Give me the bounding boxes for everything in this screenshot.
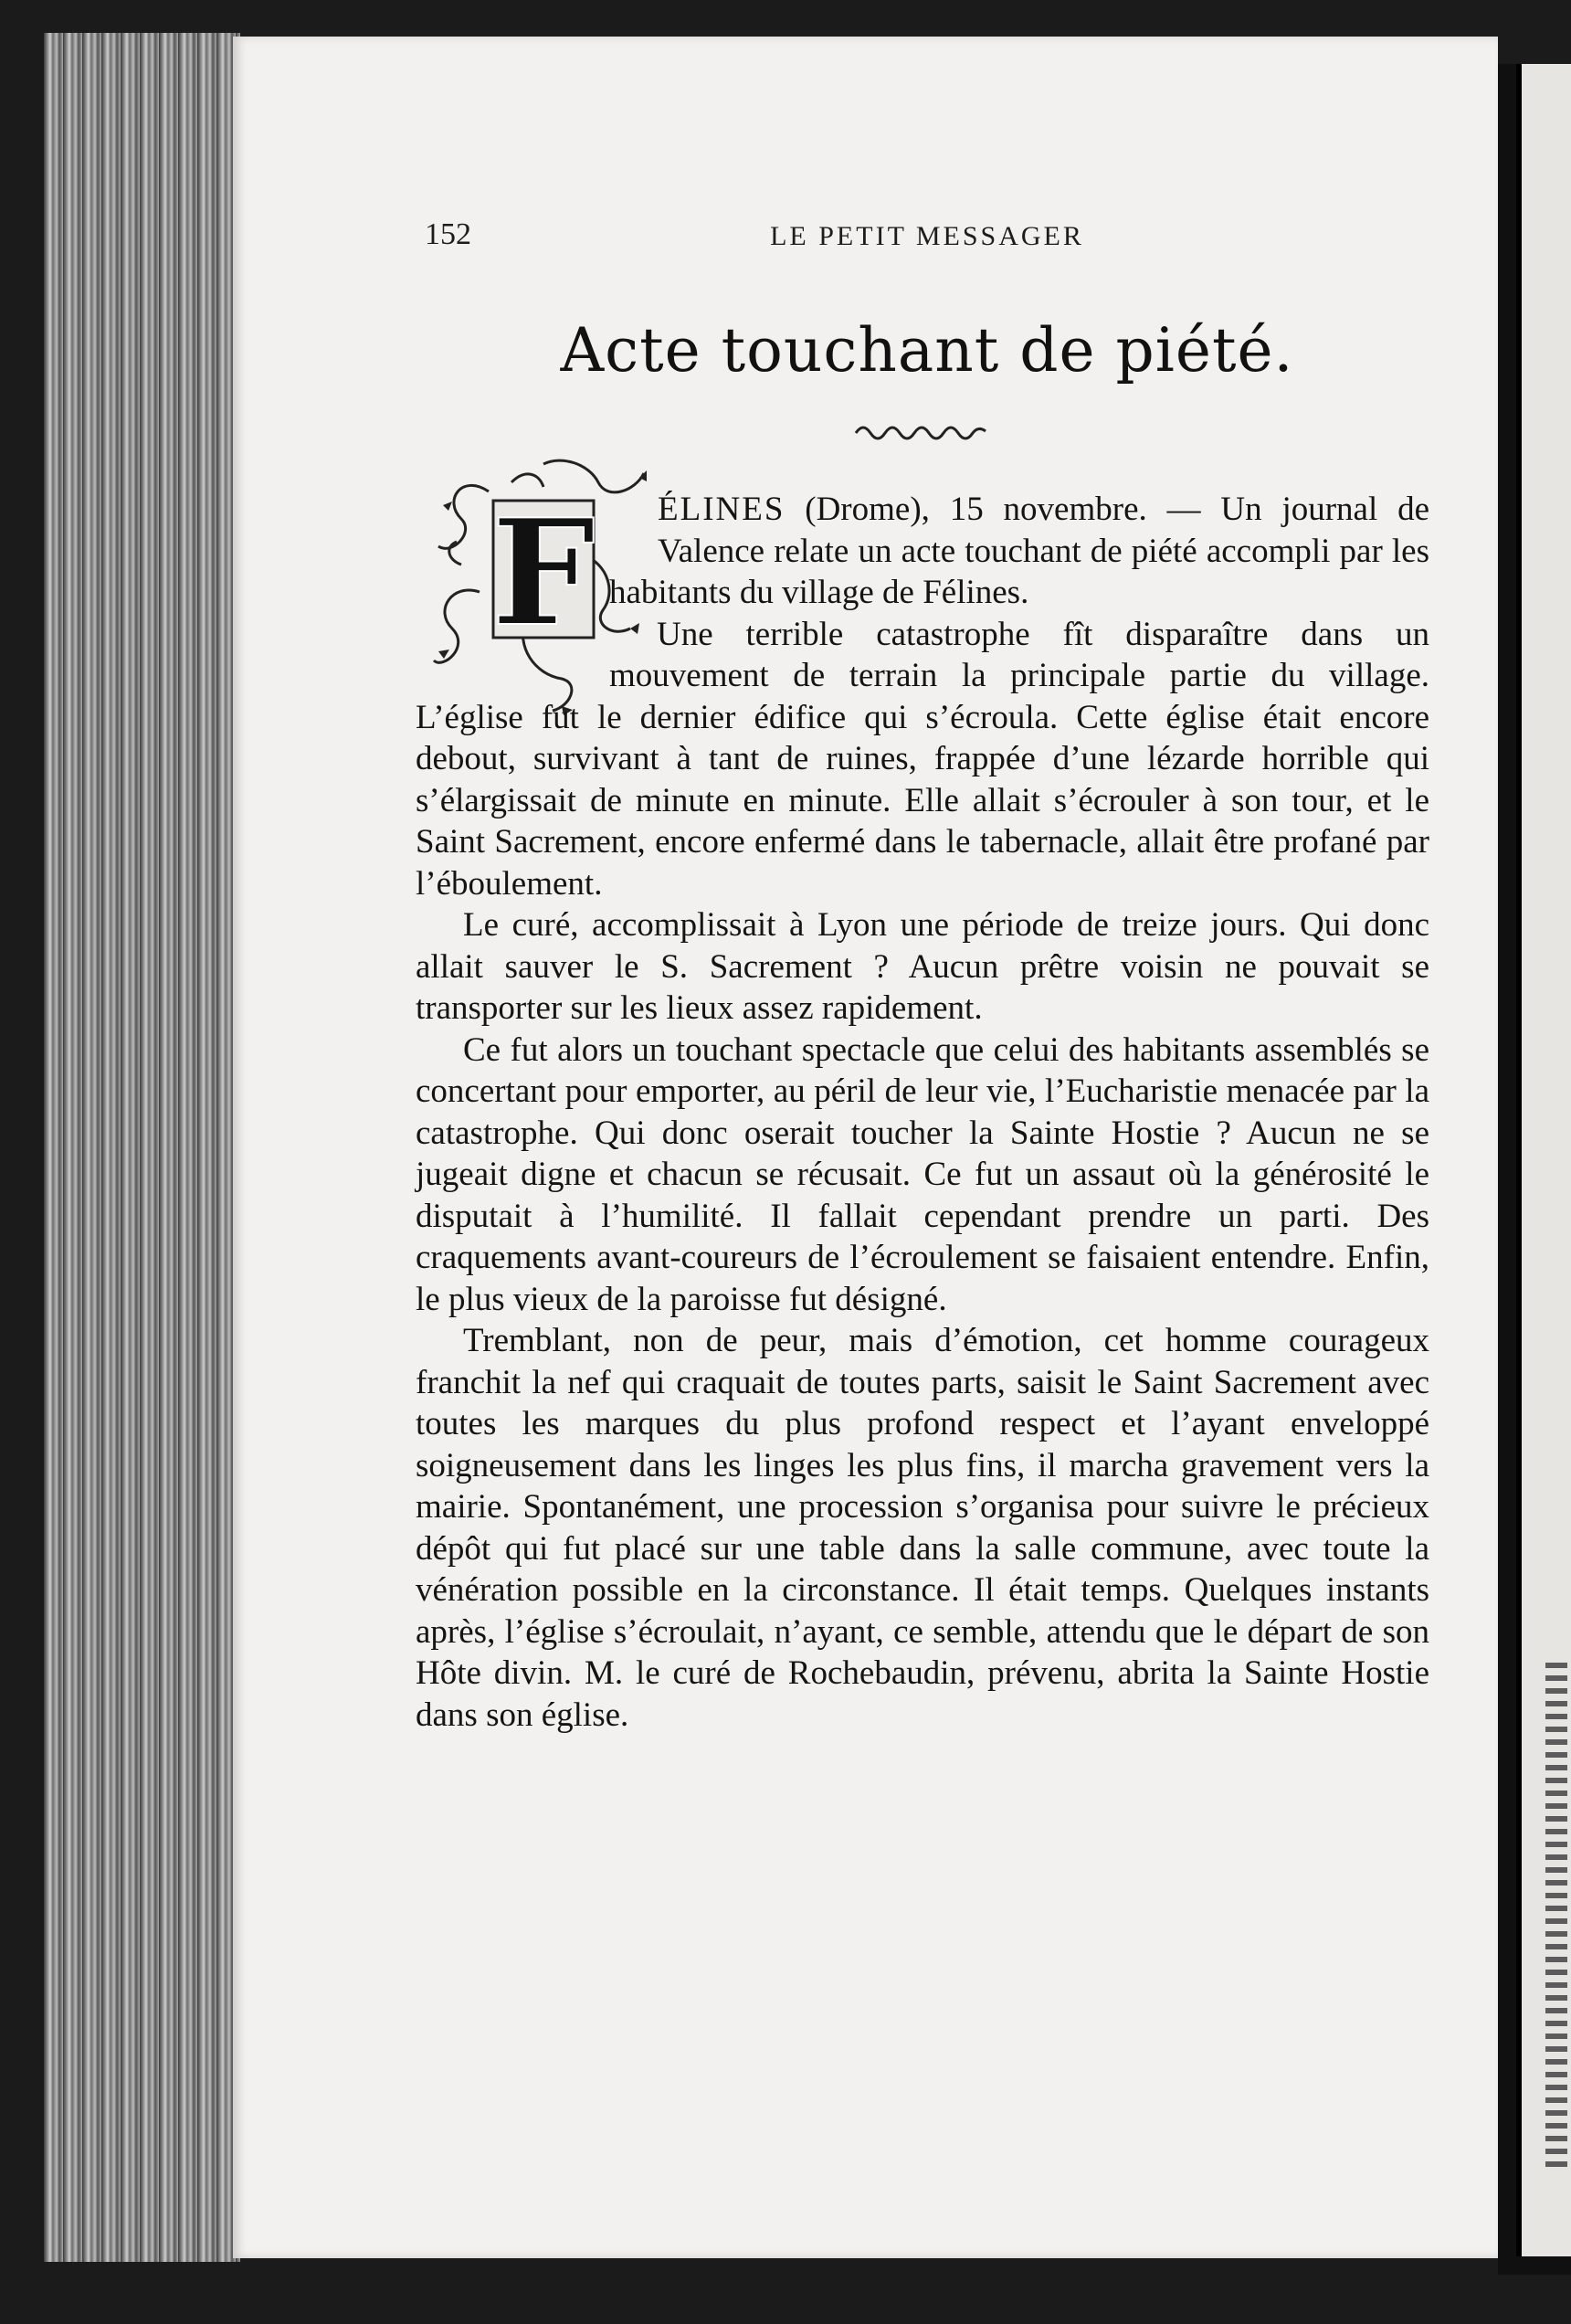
paragraph-1-text: (Drome), 15 novembre. — Un journal de Valence relate un acte touchant de piété accompli par les habitants du village de Félines. — [609, 491, 1429, 611]
paragraph-5: Tremblant, non de peur, mais d’émotion, cet homme courageux franchit la nef qui craquait de toutes parts, saisit le Saint Sacrement avec toutes les marques du plus profond respect et l’ayant enveloppé soigneusement dans les linges les plus fins, il marcha gravement vers la mairie. Spontanément, une procession s’organisa pour suivre le précieux dépôt qui fut placé sur une table dans la salle commune, avec toute la vénération possible en la circonstance. Il était temps. Quelques instants après, l’église s’écroulait, n’ayant, ce semble, attendu que le départ de son Hôte divin. M. le curé de Rochebaudin, prévenu, abrita la Sainte Hostie dans son église. — [416, 1322, 1429, 1734]
article-body — [416, 489, 1429, 1736]
page-edges — [44, 33, 240, 2262]
facing-page-ornament — [1545, 1663, 1567, 2174]
title-ornament — [854, 420, 991, 442]
paragraph-3: Le curé, accomplissait à Lyon une période de treize jours. Qui donc allait sauver le S. Sacrement ? Aucun prêtre voisin ne pouvait se transporter sur les lieux assez rapidement. — [416, 906, 1429, 1027]
article-title: Acte touchant de piété. — [560, 315, 1294, 386]
paragraph-4: Ce fut alors un touchant spectacle que celui des habitants assemblés se concertant pour emporter, au péril de leur vie, l’Eucharistie menacée par la catastrophe. Qui donc oserait toucher la Sainte Hostie ? Aucun ne se jugeait digne et chacun se récusait. Ce fut un assaut où la générosité le disputait à l’humilité. Il fallait cependant prendre un parti. Des craquements avant-coureurs de l’écroulement se faisaient entendre. Enfin, le plus vieux de la paroisse fut désigné. — [416, 1030, 1429, 1318]
page-number: 152 — [425, 217, 471, 251]
first-word: ÉLINES — [658, 491, 786, 528]
running-head — [425, 217, 1429, 254]
running-head-title: LE PETIT MESSAGER — [770, 221, 1084, 251]
drop-cap-letter: F — [491, 487, 596, 659]
paragraph-2: Une terrible catastrophe fît disparaître dans un mouvement de terrain la principale partie du village. L’église fut le dernier édifice qui s’écroula. Cette église était encore debout, survivant à tant de ruines, frappée d’une lézarde horrible qui s’élargissait de minute en minute. Elle allait s’écrouler à son tour, et le Saint Sacrement, encore enfermé dans le tabernacle, allait être profané par l’éboulement. — [416, 615, 1429, 903]
